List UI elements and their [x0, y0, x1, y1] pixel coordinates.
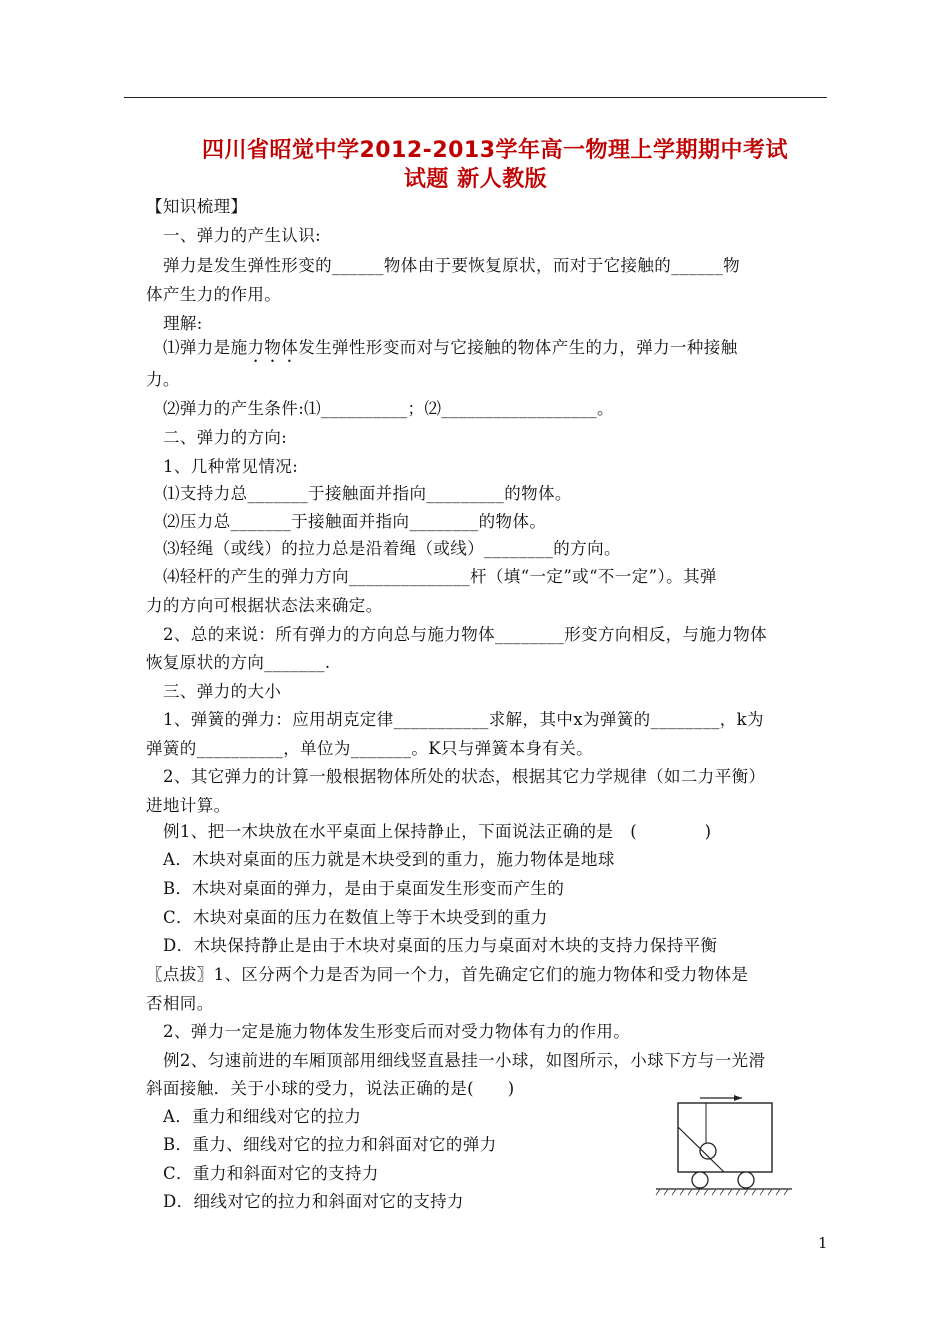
paragraph: 进地计算。 [146, 796, 231, 815]
paragraph: 力的方向可根据状态法来确定。 [146, 596, 383, 615]
option-c: C．重力和斜面对它的支持力 [163, 1164, 379, 1183]
understanding-item-2: ⑵弹力的产生条件:⑴__________；⑵__________________。 [163, 399, 614, 418]
page-number: 1 [818, 1234, 828, 1252]
option-d: D．细线对它的拉力和斜面对它的支持力 [163, 1192, 464, 1211]
list-item: ⑷轻杆的产生的弹力方向______________杆（填“一定”或“不一定”）。其弹 [163, 567, 717, 586]
carriage-diagram [654, 1094, 794, 1198]
paragraph: 斜面接触．关于小球的受力，说法正确的是( ) [146, 1079, 515, 1098]
example-2-question: 例2、匀速前进的车厢顶部用细线竖直悬挂一小球，如图所示，小球下方与一光滑 [163, 1051, 766, 1070]
example-1-question: 例1、把一木块放在水平桌面上保持静止，下面说法正确的是 ( ) [163, 822, 712, 841]
wheel-left [692, 1172, 708, 1188]
paragraph: 体产生力的作用。 [146, 285, 282, 304]
emphasized-text: 力物体 [247, 338, 299, 357]
option-a: A．重力和细线对它的拉力 [163, 1107, 362, 1126]
list-item: ⑶轻绳（或线）的拉力总是沿着绳（或线）________的方向。 [163, 539, 621, 558]
paragraph: 恢复原状的方向_______. [146, 653, 331, 672]
understanding-item-1 [163, 334, 738, 366]
paragraph: 否相同。 [146, 994, 214, 1013]
option-a: A．木块对桌面的压力就是木块受到的重力，施力物体是地球 [163, 850, 615, 869]
option-b: B．重力、细线对它的拉力和斜面对它的弹力 [163, 1135, 497, 1154]
understanding-label: 理解: [163, 314, 203, 333]
section-header: 【知识梳理】 [146, 197, 248, 216]
section-2-heading: 二、弹力的方向: [163, 428, 288, 447]
item-text: 发生弹性形变而对与它接触的物体产生的力，弹力一种接触 [298, 338, 738, 357]
option-c: C．木块对桌面的压力在数值上等于木块受到的重力 [163, 908, 548, 927]
wheel-right [738, 1172, 754, 1188]
section-3-heading: 三、弹力的大小 [163, 682, 282, 701]
incline-surface [678, 1127, 724, 1172]
header-rule [124, 97, 827, 98]
arrow-head [734, 1095, 742, 1101]
tip-paragraph: 〖点拔〗1、区分两个力是否为同一个力，首先确定它们的施力物体和受力物体是 [146, 965, 749, 984]
paragraph: 弹簧的__________，单位为_______。K只与弹簧本身有关。 [146, 739, 594, 758]
list-item: ⑵压力总_______于接触面并指向________的物体。 [163, 512, 547, 531]
list-item: ⑴支持力总_______于接触面并指向_________的物体。 [163, 484, 572, 503]
ground-hatching [656, 1189, 788, 1195]
subheading: 1、几种常见情况: [163, 457, 299, 476]
option-b: B．木块对桌面的弹力，是由于桌面发生形变而产生的 [163, 879, 565, 898]
carriage-box [678, 1103, 772, 1172]
document-title-line-2: 试题 新人教版 [403, 167, 548, 192]
option-d: D．木块保持静止是由于木块对桌面的压力与桌面对木块的支持力保持平衡 [163, 936, 718, 955]
paragraph: 力。 [146, 370, 180, 389]
tip-item-2: 2、弹力一定是施力物体发生形变后而对受力物体有力的作用。 [163, 1022, 631, 1041]
document-title-line-1: 四川省昭觉中学2012-2013学年高一物理上学期期中考试 [201, 138, 789, 163]
paragraph: 2、其它弹力的计算一般根据物体所处的状态，根据其它力学规律（如二力平衡） [163, 767, 766, 786]
paragraph: 1、弹簧的弹力：应用胡克定律___________求解，其中x为弹簧的________，k为 [163, 710, 764, 729]
subheading: 2、总的来说：所有弹力的方向总与施力物体________形变方向相反，与施力物体 [163, 625, 767, 644]
section-1-heading: 一、弹力的产生认识: [163, 226, 322, 245]
paragraph: 弹力是发生弹性形变的______物体由于要恢复原状，而对于它接触的______物 [163, 256, 740, 275]
item-text: ⑴弹力是施 [163, 338, 248, 357]
